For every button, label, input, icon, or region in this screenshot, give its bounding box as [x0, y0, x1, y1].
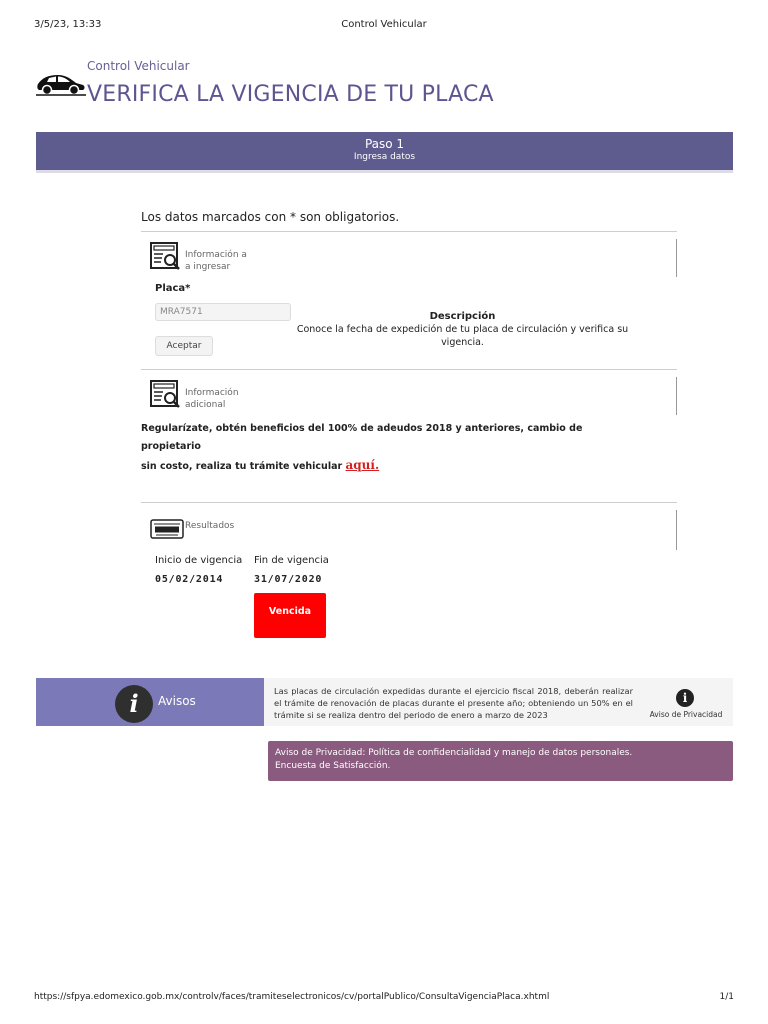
print-title: Control Vehicular	[341, 19, 427, 30]
print-page-number: 1/1	[719, 992, 734, 1002]
privacy-info-icon[interactable]: i	[676, 689, 694, 707]
print-date: 3/5/23, 13:33	[34, 19, 102, 30]
results-label: Resultados	[185, 521, 235, 531]
privacy-box	[268, 741, 733, 781]
promo-text: Regularízate, obtén beneficios del 100% de adeudos 2018 y anteriores, cambio de propietario sin costo, realiza tu trámite vehicular aquí.	[141, 423, 583, 472]
satisfaction-survey-link[interactable]: Encuesta de Satisfacción.	[275, 761, 391, 771]
end-label: Fin de vigencia	[254, 555, 329, 566]
license-plate-icon	[150, 519, 184, 539]
required-note: Los datos marcados con * son obligatorios.	[141, 210, 400, 224]
privacy-link[interactable]: Aviso de Privacidad	[649, 710, 723, 719]
notice-text: Las placas de circulación expedidas durante el ejercicio fiscal 2018, deberán realizar el trámite de renovación de placas durante el presente año; obteniendo un 50% en el trámite si se realiza dentro del periodo de enero a marzo de 2023	[274, 686, 633, 720]
additional-section	[141, 369, 677, 502]
promo-link[interactable]: aquí.	[345, 458, 380, 472]
notices-label: Avisos	[158, 694, 196, 708]
page-title: VERIFICA LA VIGENCIA DE TU PLACA	[87, 82, 494, 107]
description-title: Descripción	[429, 311, 496, 322]
car-icon	[36, 70, 86, 100]
print-url: https://sfpya.edomexico.gob.mx/controlv/faces/tramiteselectronicos/cv/portalPublico/ConsultaVigenciaPlaca.xhtml	[34, 992, 550, 1002]
input-section-label: Información a a ingresar	[185, 250, 247, 272]
form-search-icon	[150, 380, 182, 410]
privacy-policy-link[interactable]: Aviso de Privacidad: Política de confidencialidad y manejo de datos personales.	[275, 748, 633, 758]
step-subtitle: Ingresa datos	[353, 152, 416, 162]
input-section	[141, 231, 677, 370]
additional-section-label: Información adicional	[185, 388, 239, 410]
start-value: 05/02/2014	[155, 574, 224, 585]
promo-text-line2: sin costo, realiza tu trámite vehicular	[141, 461, 343, 472]
step-bar	[36, 132, 733, 173]
accept-button[interactable]: Aceptar	[155, 336, 213, 356]
notices-panel	[36, 678, 264, 726]
placa-input[interactable]	[155, 303, 291, 321]
step-title: Paso 1	[364, 137, 405, 151]
end-value: 31/07/2020	[254, 574, 323, 585]
placa-label: Placa*	[155, 283, 191, 294]
results-section	[141, 502, 677, 643]
info-icon: i	[115, 685, 153, 723]
form-search-icon	[150, 242, 182, 272]
start-label: Inicio de vigencia	[155, 555, 243, 566]
status-badge: Vencida	[254, 593, 326, 638]
description-text: Conoce la fecha de expedición de tu placa de circulación y verifica su vigencia.	[296, 324, 629, 348]
app-name: Control Vehicular	[87, 59, 190, 73]
